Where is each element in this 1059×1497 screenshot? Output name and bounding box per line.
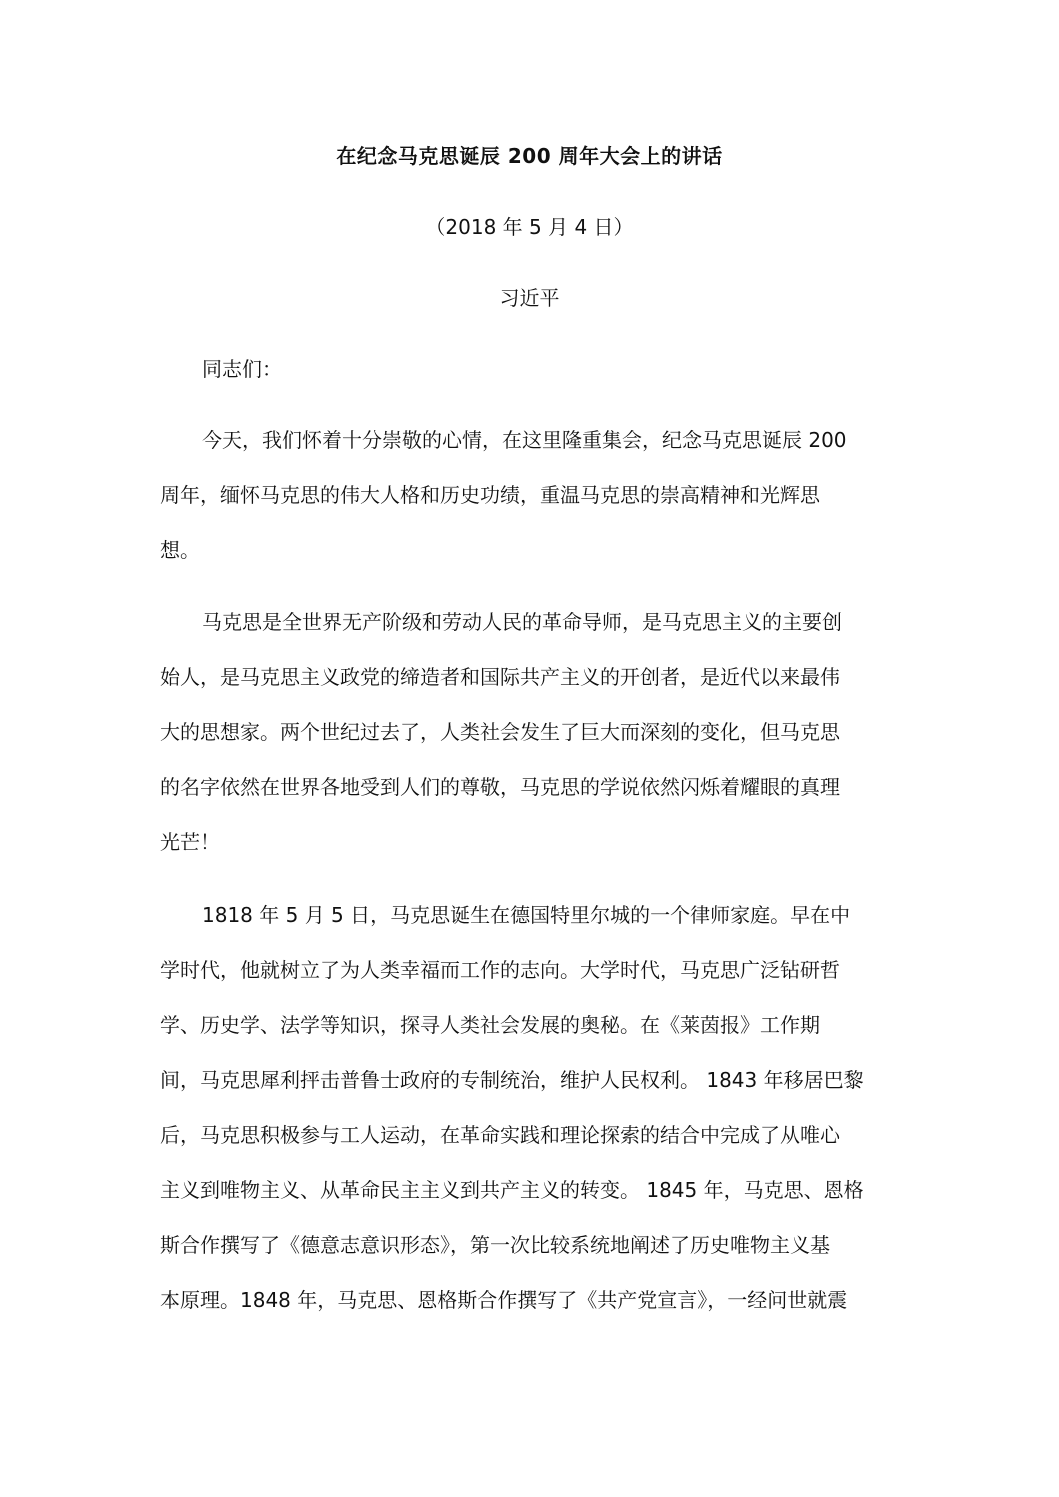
paragraph-line: 今天，我们怀着十分崇敬的心情，在这里隆重集会，纪念马克思诞辰 200 — [202, 428, 847, 452]
author-name: 习近平 — [499, 286, 560, 310]
paragraph-line: 主义到唯物主义、从革命民主主义到共产主义的转变。 1845 年，马克思、恩格 — [160, 1178, 864, 1202]
paragraph-line: 想。 — [160, 538, 200, 562]
document-title: 在纪念马克思诞辰 200 周年大会上的讲话 — [336, 144, 723, 168]
paragraph-line: 始人，是马克思主义政党的缔造者和国际共产主义的开创者，是近代以来最伟 — [160, 665, 840, 689]
paragraph-line: 间，马克思犀利抨击普鲁士政府的专制统治，维护人民权利。 1843 年移居巴黎 — [160, 1068, 864, 1092]
paragraph-line: 周年，缅怀马克思的伟大人格和历史功绩，重温马克思的崇高精神和光辉思 — [160, 483, 820, 507]
paragraph-line: 马克思是全世界无产阶级和劳动人民的革命导师，是马克思主义的主要创 — [202, 610, 842, 634]
paragraph-line: 后，马克思积极参与工人运动，在革命实践和理论探索的结合中完成了从唯心 — [160, 1123, 840, 1147]
paragraph-line: 1818 年 5 月 5 日，马克思诞生在德国特里尔城的一个律师家庭。早在中 — [202, 903, 851, 927]
paragraph-line: 斯合作撰写了《德意志意识形态》，第一次比较系统地阐述了历史唯物主义基 — [160, 1233, 830, 1257]
paragraph-line: 光芒！ — [160, 830, 220, 854]
speech-date: （2018 年 5 月 4 日） — [425, 215, 634, 239]
paragraph-line: 学时代，他就树立了为人类幸福而工作的志向。大学时代，马克思广泛钻研哲 — [160, 958, 840, 982]
paragraph-line: 大的思想家。两个世纪过去了，人类社会发生了巨大而深刻的变化，但马克思 — [160, 720, 840, 744]
paragraph-line: 学、历史学、法学等知识，探寻人类社会发展的奥秘。在《莱茵报》工作期 — [160, 1013, 820, 1037]
paragraph-line: 本原理。1848 年，马克思、恩格斯合作撰写了《共产党宣言》，一经问世就震 — [160, 1288, 848, 1312]
paragraph-line: 的名字依然在世界各地受到人们的尊敬，马克思的学说依然闪烁着耀眼的真理 — [160, 775, 840, 799]
salutation: 同志们： — [202, 357, 282, 381]
